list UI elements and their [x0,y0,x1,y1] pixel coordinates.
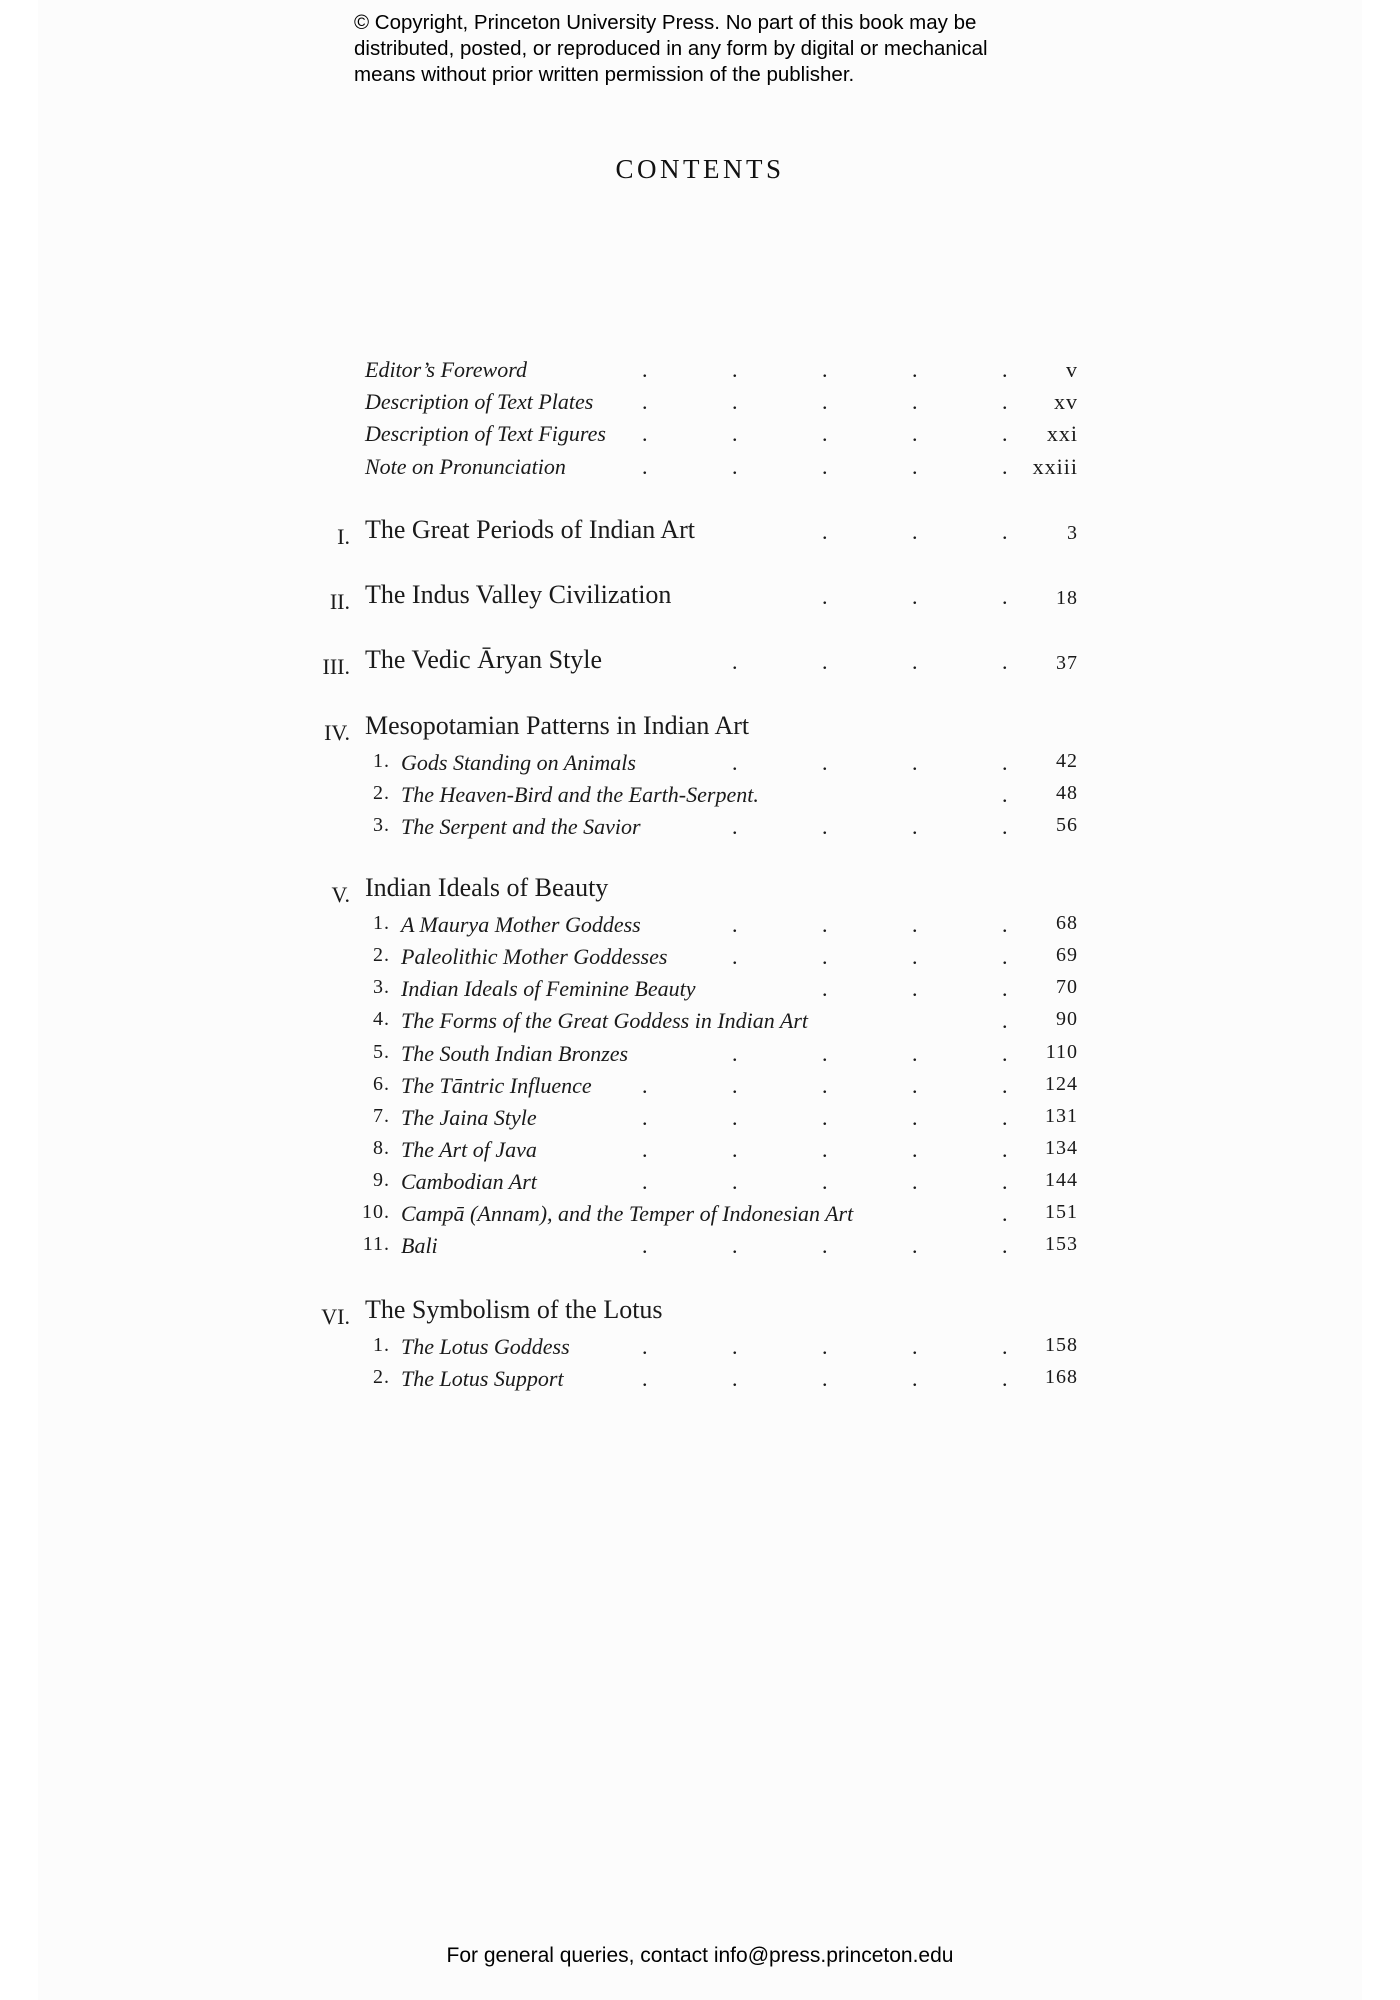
dot-leader: . [912,750,918,775]
page-background [38,0,1362,2000]
dot-leader: . [822,944,828,969]
section-page-number: 48 [1056,782,1078,804]
footer-contact: For general queries, contact info@press.princeton.edu [446,1944,954,1967]
dot-leader: . [732,1366,738,1391]
dot-leader: . [912,976,918,1001]
dot-leader: . [912,421,918,446]
dot-leader: . [912,1366,918,1391]
section-page-number: 168 [1045,1366,1078,1388]
section-page-number: 42 [1056,750,1078,772]
chapter-number: VI. [321,1304,350,1329]
dot-leader: . [642,1137,648,1162]
dot-leader: . [1002,357,1008,382]
dot-leader: . [1002,1008,1008,1033]
dot-leader: . [912,1041,918,1066]
section-number: 2. [373,1366,390,1388]
section-page-number: 124 [1045,1073,1078,1095]
section-page-number: 68 [1056,912,1078,934]
dot-leader: . [732,649,738,674]
chapter-page-number: 37 [1056,652,1078,674]
section-title: Cambodian Art [401,1169,537,1194]
entry-title: Description of Text Figures [365,421,606,446]
dot-leader: . [1002,814,1008,839]
chapter-number: IV. [324,720,350,745]
dot-leader: . [1002,421,1008,446]
dot-leader: . [912,1233,918,1258]
dot-leader: . [642,1073,648,1098]
dot-leader: . [732,1169,738,1194]
entry-title: Description of Text Plates [365,389,594,414]
chapter-number: II. [329,589,350,614]
dot-leader: . [912,357,918,382]
dot-leader: . [822,1137,828,1162]
chapter-title: Mesopotamian Patterns in Indian Art [365,711,750,740]
section-number: 6. [373,1073,390,1095]
dot-leader: . [732,814,738,839]
dot-leader: . [1002,1334,1008,1359]
section-page-number: 69 [1056,944,1078,966]
copyright-line: © Copyright, Princeton University Press. No part of this book may be [354,11,977,34]
dot-leader: . [642,1233,648,1258]
dot-leader: . [1002,1169,1008,1194]
dot-leader: . [1002,944,1008,969]
dot-leader: . [912,519,918,544]
section-number: 2. [373,944,390,966]
dot-leader: . [822,1366,828,1391]
dot-leader: . [1002,1201,1008,1226]
dot-leader: . [822,976,828,1001]
dot-leader: . [1002,1366,1008,1391]
section-number: 10. [362,1201,390,1223]
copyright-notice [354,10,1114,88]
dot-leader: . [732,1041,738,1066]
chapter-number: V. [331,882,350,907]
dot-leader: . [732,1233,738,1258]
dot-leader: . [642,389,648,414]
contents-title: CONTENTS [615,154,785,184]
dot-leader: . [1002,1233,1008,1258]
chapter-title: The Indus Valley Civilization [365,580,672,609]
section-number: 11. [362,1233,390,1255]
dot-leader: . [822,389,828,414]
chapter-number: III. [322,654,350,679]
section-number: 5. [373,1041,390,1063]
section-number: 1. [373,1334,390,1356]
dot-leader: . [1002,389,1008,414]
section-number: 3. [373,814,390,836]
section-page-number: 110 [1045,1041,1078,1063]
dot-leader: . [822,1073,828,1098]
dot-leader: . [732,454,738,479]
dot-leader: . [732,1073,738,1098]
section-number: 4. [373,1008,390,1030]
section-page-number: 134 [1045,1137,1078,1159]
section-number: 8. [373,1137,390,1159]
section-number: 9. [373,1169,390,1191]
dot-leader: . [1002,1105,1008,1130]
dot-leader: . [912,1073,918,1098]
dot-leader: . [1002,454,1008,479]
dot-leader: . [1002,1137,1008,1162]
section-title: The Serpent and the Savior [401,814,641,839]
dot-leader: . [912,912,918,937]
dot-leader: . [822,814,828,839]
section-title: A Maurya Mother Goddess [401,912,641,937]
dot-leader: . [1002,1073,1008,1098]
dot-leader: . [1002,912,1008,937]
dot-leader: . [642,1105,648,1130]
dot-leader: . [732,1137,738,1162]
dot-leader: . [822,1233,828,1258]
dot-leader: . [732,389,738,414]
dot-leader: . [912,1105,918,1130]
entry-page-number: v [1066,357,1078,382]
section-title: The Art of Java [401,1137,537,1162]
section-number: 1. [373,912,390,934]
section-title: The South Indian Bronzes [401,1041,629,1066]
dot-leader: . [912,814,918,839]
chapter-title: The Symbolism of the Lotus [365,1295,663,1324]
section-title: Paleolithic Mother Goddesses [401,944,668,969]
section-page-number: 56 [1056,814,1078,836]
dot-leader: . [822,750,828,775]
dot-leader: . [732,912,738,937]
section-title: The Jaina Style [401,1105,537,1130]
dot-leader: . [1002,750,1008,775]
dot-leader: . [912,389,918,414]
chapter-page-number: 3 [1067,522,1078,544]
dot-leader: . [822,421,828,446]
dot-leader: . [822,584,828,609]
dot-leader: . [822,1334,828,1359]
dot-leader: . [912,584,918,609]
section-number: 1. [373,750,390,772]
dot-leader: . [822,649,828,674]
dot-leader: . [1002,976,1008,1001]
section-title: Gods Standing on Animals [401,750,636,775]
dot-leader: . [822,1041,828,1066]
entry-page-number: xv [1054,389,1078,414]
section-title: Campā (Annam), and the Temper of Indonesian Art [401,1201,854,1226]
chapter-number: I. [337,524,350,549]
entry-title: Editor’s Foreword [365,357,527,382]
dot-leader: . [822,357,828,382]
dot-leader: . [732,750,738,775]
section-page-number: 70 [1056,976,1078,998]
section-title: The Lotus Goddess [401,1334,570,1359]
dot-leader: . [642,1366,648,1391]
dot-leader: . [1002,782,1008,807]
section-page-number: 158 [1045,1334,1078,1356]
chapter-title: The Great Periods of Indian Art [365,515,695,544]
section-title: Indian Ideals of Feminine Beauty [401,976,696,1001]
dot-leader: . [642,1334,648,1359]
dot-leader: . [642,1169,648,1194]
section-title: The Lotus Support [401,1366,564,1391]
section-title: The Forms of the Great Goddess in Indian Art [401,1008,808,1033]
chapter-title: The Vedic Āryan Style [365,645,603,674]
entry-page-number: xxiii [1032,454,1078,479]
section-page-number: 131 [1045,1105,1078,1127]
section-number: 7. [373,1105,390,1127]
dot-leader: . [642,454,648,479]
section-page-number: 144 [1045,1169,1078,1191]
dot-leader: . [732,1105,738,1130]
entry-title: Note on Pronunciation [365,454,566,479]
dot-leader: . [822,1169,828,1194]
dot-leader: . [822,519,828,544]
section-title: The Heaven-Bird and the Earth-Serpent. [401,782,759,807]
dot-leader: . [732,1334,738,1359]
section-number: 2. [373,782,390,804]
section-page-number: 153 [1045,1233,1078,1255]
dot-leader: . [1002,1041,1008,1066]
dot-leader: . [1002,649,1008,674]
section-page-number: 90 [1056,1008,1078,1030]
dot-leader: . [732,944,738,969]
dot-leader: . [642,357,648,382]
entry-page-number: xxi [1046,421,1078,446]
section-page-number: 151 [1045,1201,1078,1223]
chapter-title: Indian Ideals of Beauty [365,873,609,902]
dot-leader: . [912,454,918,479]
section-number: 3. [373,976,390,998]
dot-leader: . [912,1137,918,1162]
dot-leader: . [912,649,918,674]
dot-leader: . [912,1334,918,1359]
dot-leader: . [1002,584,1008,609]
dot-leader: . [732,357,738,382]
section-title: The Tāntric Influence [401,1073,592,1098]
dot-leader: . [1002,519,1008,544]
chapter-page-number: 18 [1056,587,1078,609]
dot-leader: . [822,912,828,937]
dot-leader: . [642,421,648,446]
dot-leader: . [822,454,828,479]
copyright-line: distributed, posted, or reproduced in any form by digital or mechanical [354,37,988,60]
section-title: Bali [401,1233,438,1258]
dot-leader: . [822,1105,828,1130]
dot-leader: . [912,944,918,969]
dot-leader: . [732,421,738,446]
copyright-line: means without prior written permission of the publisher. [354,63,855,86]
dot-leader: . [912,1169,918,1194]
